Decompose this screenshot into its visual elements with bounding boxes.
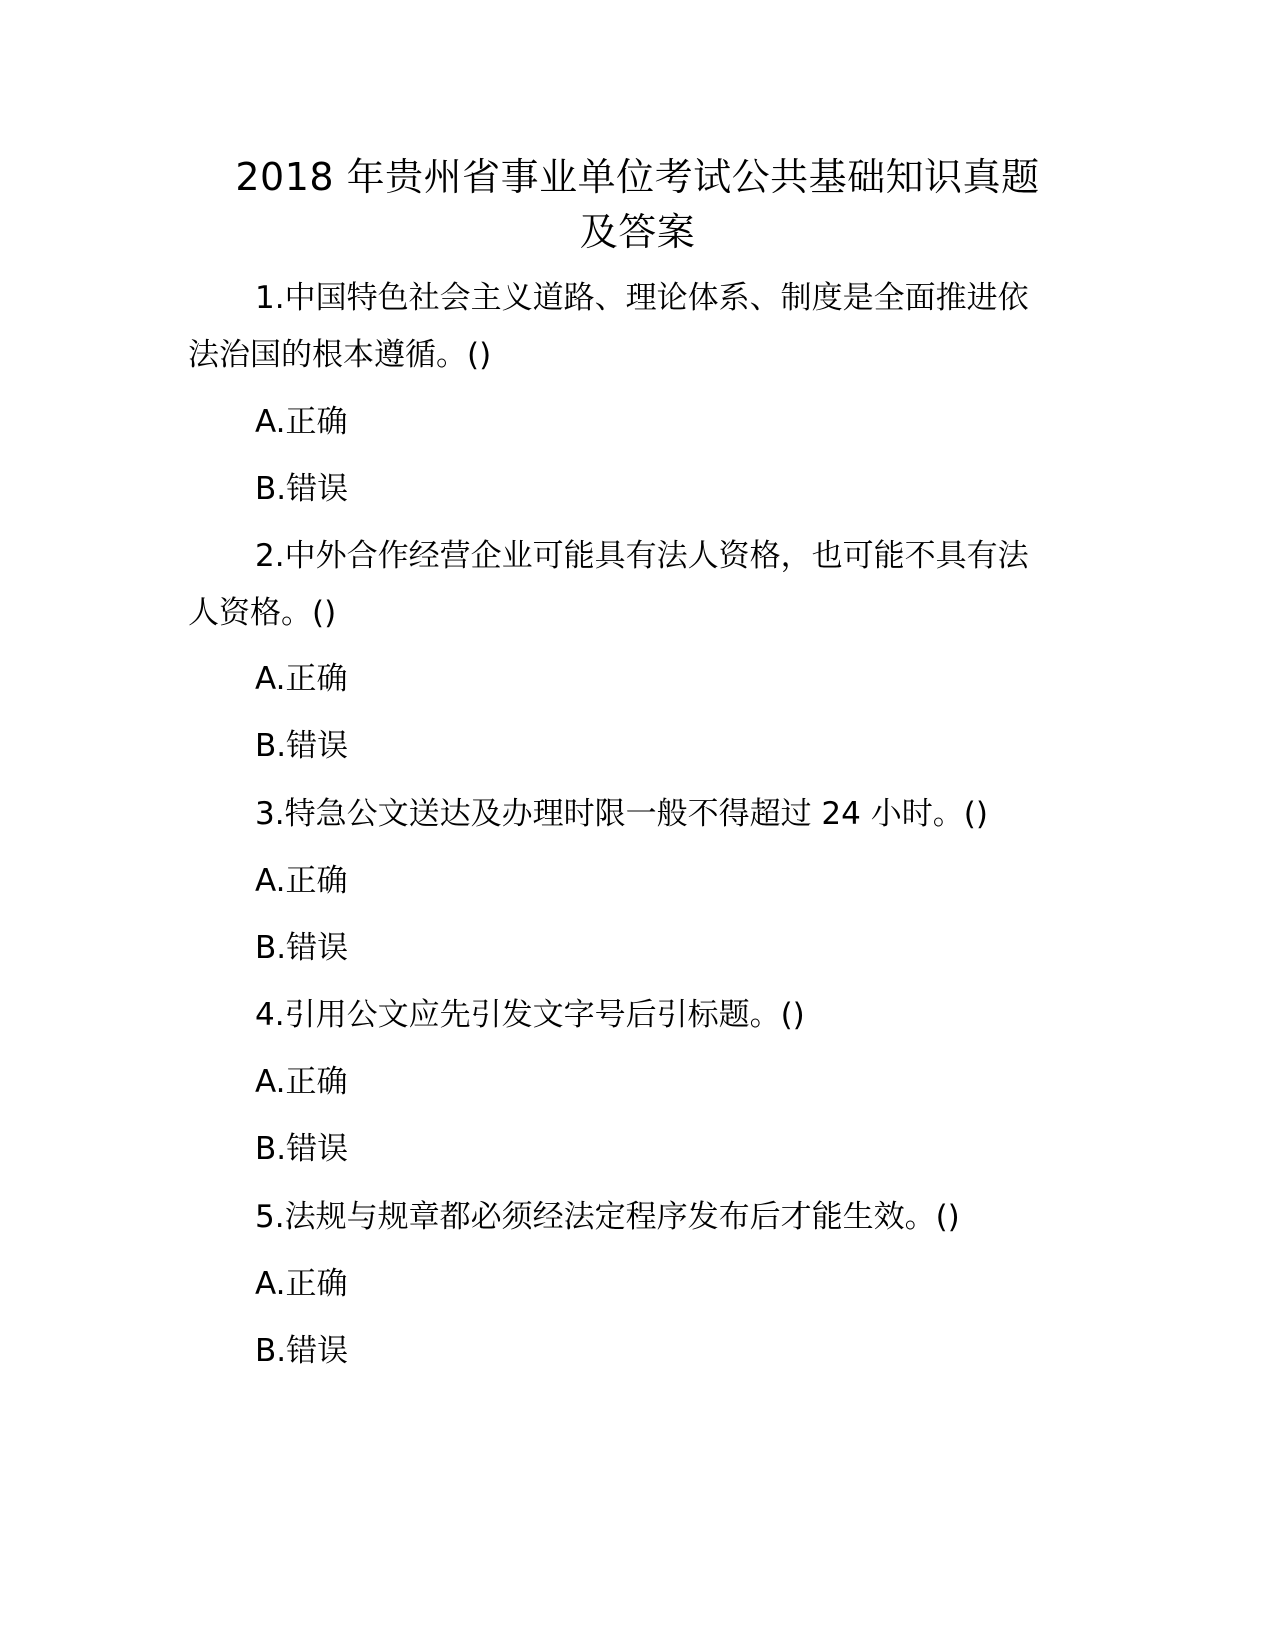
question-2-text: 2.中外合作经营企业可能具有法人资格，也可能不具有法 [255, 538, 1029, 574]
question-4-option-a: A.正确 [255, 1064, 348, 1100]
document-title [150, 150, 1125, 260]
question-3-text: 3.特急公文送达及办理时限一般不得超过 24 小时。() [255, 796, 988, 832]
question-5-option-a: A.正确 [255, 1266, 348, 1302]
question-4-text: 4.引用公文应先引发文字号后引标题。() [255, 997, 805, 1033]
question-1-text-cont: 法治国的根本遵循。() [188, 337, 492, 373]
question-5-text: 5.法规与规章都必须经法定程序发布后才能生效。() [255, 1199, 960, 1235]
question-1-option-a: A.正确 [255, 404, 348, 440]
title-line-1: 2018 年贵州省事业单位考试公共基础知识真题 [235, 155, 1040, 199]
question-2-option-b: B.错误 [255, 728, 349, 764]
question-1-option-b: B.错误 [255, 471, 349, 507]
question-3-option-b: B.错误 [255, 930, 349, 966]
question-3-option-a: A.正确 [255, 863, 348, 899]
question-2-text-cont: 人资格。() [188, 595, 337, 631]
question-5-option-b: B.错误 [255, 1333, 349, 1369]
question-4-option-b: B.错误 [255, 1131, 349, 1167]
question-2-option-a: A.正确 [255, 661, 348, 697]
question-1-text: 1.中国特色社会主义道路、理论体系、制度是全面推进依 [255, 280, 1029, 316]
title-line-2: 及答案 [579, 210, 696, 254]
